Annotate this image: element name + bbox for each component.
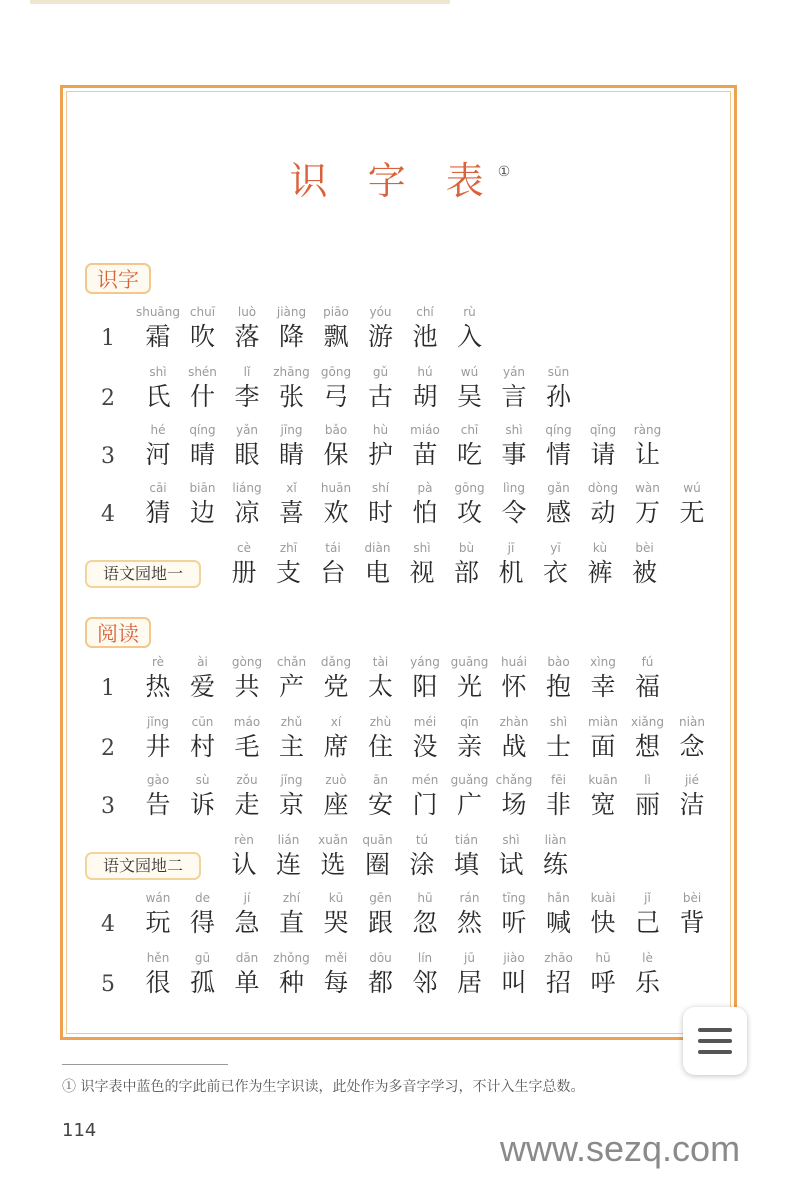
character-cell [618,422,678,472]
hanzi: 无 [679,498,705,527]
hanzi: 听 [501,908,527,937]
section-label: 识字 [85,263,151,294]
pinyin: ràng [633,423,662,437]
row-number: 2 [101,386,115,411]
pinyin: dòng [587,481,619,495]
hanzi: 主 [278,732,304,761]
pinyin: rè [151,655,165,669]
hanzi: 部 [453,558,479,587]
hanzi: 选 [320,850,346,879]
pinyin: shì [505,423,523,437]
pinyin: shì [413,541,431,555]
pinyin: bù [458,541,475,555]
row-number: 4 [101,502,115,527]
hanzi: 每 [323,968,349,997]
hanzi: 胡 [412,382,438,411]
hanzi: 吃 [456,440,482,469]
pinyin: yán [502,365,526,379]
pinyin: lián [277,833,300,847]
hanzi: 忽 [412,908,438,937]
hanzi: 情 [545,440,571,469]
top-strip [30,0,450,4]
hanzi: 视 [409,558,435,587]
pinyin: kū [328,891,344,905]
pinyin: bào [547,655,570,669]
pinyin: hù [372,423,389,437]
hanzi: 时 [367,498,393,527]
character-cell [662,480,722,530]
hanzi: 孙 [545,382,571,411]
pinyin: qíng [545,423,572,437]
hanzi: 边 [189,498,215,527]
pinyin: liàn [544,833,567,847]
hanzi: 招 [545,968,571,997]
pinyin: huān [320,481,352,495]
pinyin: shì [502,833,520,847]
pinyin: yóu [369,305,392,319]
pinyin: xǐ [286,481,297,495]
pinyin: gǎn [547,481,570,495]
character-cell [618,950,678,1000]
character-cell [440,304,500,354]
pinyin: chí [416,305,434,319]
hanzi: 张 [278,382,304,411]
hanzi: 裤 [587,558,613,587]
hanzi: 吹 [189,322,215,351]
hanzi: 涂 [409,850,435,879]
hanzi: 急 [234,908,260,937]
pinyin: dān [235,951,259,965]
hanzi: 想 [634,732,660,761]
hanzi: 广 [456,790,482,819]
hanzi: 降 [278,322,304,351]
hanzi: 共 [234,672,260,701]
footnote-divider [62,1064,228,1065]
hanzi: 面 [590,732,616,761]
hanzi: 台 [320,558,346,587]
hanzi: 邻 [412,968,438,997]
pinyin: měi [324,951,348,965]
pinyin: qíng [189,423,216,437]
pinyin: jī [507,541,515,555]
hanzi: 丽 [634,790,660,819]
row-number: 1 [101,326,115,351]
pinyin: miáo [410,423,440,437]
hanzi: 令 [501,498,527,527]
pinyin: niàn [679,715,705,729]
pinyin: lì [644,773,651,787]
hanzi: 京 [278,790,304,819]
hanzi: 场 [501,790,527,819]
hanzi: 连 [275,850,301,879]
pinyin: rèn [234,833,254,847]
pinyin: zhù [369,715,392,729]
pinyin: méi [413,715,437,729]
hanzi: 动 [590,498,616,527]
hanzi: 落 [234,322,260,351]
pinyin: gēn [369,891,392,905]
pinyin: tài [372,655,389,669]
pinyin: zhī [279,541,298,555]
pinyin: quān [362,833,393,847]
hanzi: 种 [278,968,304,997]
pinyin: jīng [280,773,303,787]
hanzi: 党 [323,672,349,701]
hanzi: 非 [545,790,571,819]
hanzi: 诉 [189,790,215,819]
character-cell [662,772,722,822]
pinyin: luò [237,305,257,319]
row-number: 4 [101,912,115,937]
page-number: 114 [62,1120,97,1141]
pinyin: wú [460,365,479,379]
pinyin: de [195,891,210,905]
pinyin: mén [411,773,439,787]
pinyin: dōu [369,951,392,965]
character-cell [529,364,589,414]
hanzi: 护 [367,440,393,469]
pinyin: wán [145,891,171,905]
hanzi: 席 [323,732,349,761]
pinyin: jí [243,891,251,905]
hanzi: 游 [367,322,393,351]
pinyin: chuī [189,305,216,319]
hanzi: 万 [634,498,660,527]
pinyin: gòng [231,655,263,669]
pinyin: jǐng [147,715,169,729]
pinyin: kuān [588,773,618,787]
hanzi: 喊 [545,908,571,937]
hanzi: 跟 [367,908,393,937]
hanzi: 飘 [323,322,349,351]
hanzi: 池 [412,322,438,351]
hanzi: 孤 [189,968,215,997]
row-number: 5 [101,972,115,997]
pinyin: tái [325,541,341,555]
character-cell [615,540,675,590]
hanzi: 快 [590,908,616,937]
pinyin: ān [373,773,388,787]
hanzi: 河 [145,440,171,469]
pinyin: gào [146,773,170,787]
pinyin: shì [549,715,568,729]
hanzi: 哭 [323,908,349,937]
hanzi: 请 [590,440,616,469]
pinyin: gōng [320,365,352,379]
pinyin: zhí [282,891,301,905]
pinyin: wú [683,481,701,495]
pinyin: zuò [325,773,347,787]
pinyin: jīng [280,423,303,437]
hanzi: 井 [145,732,171,761]
pinyin: hǎn [547,891,570,905]
pinyin: piāo [323,305,349,319]
hanzi: 没 [412,732,438,761]
pinyin: kù [592,541,608,555]
pinyin: shí [371,481,390,495]
hanzi: 亲 [456,732,482,761]
pinyin: xìng [590,655,616,669]
hanzi: 村 [189,732,215,761]
hanzi: 李 [234,382,260,411]
pinyin: zhàn [499,715,529,729]
hanzi: 填 [453,850,479,879]
pinyin: jū [464,951,475,965]
pinyin: liáng [232,481,262,495]
hanzi: 试 [498,850,524,879]
hanzi: 呼 [590,968,616,997]
pinyin: zhāng [273,365,310,379]
hanzi: 凉 [234,498,260,527]
hanzi: 产 [278,672,304,701]
hanzi: 爱 [189,672,215,701]
pinyin: lín [417,951,433,965]
pinyin: huái [501,655,527,669]
hanzi: 居 [456,968,482,997]
garden-label: 语文园地一 [85,560,201,588]
hanzi: 宽 [590,790,616,819]
hanzi: 言 [501,382,527,411]
pinyin: diàn [364,541,391,555]
hanzi: 让 [634,440,660,469]
pinyin: xiǎng [630,715,664,729]
hanzi: 抱 [545,672,571,701]
character-cell [662,890,722,940]
pinyin: shì [149,365,167,379]
hanzi: 猜 [145,498,171,527]
hanzi: 座 [323,790,349,819]
pinyin: tián [455,833,478,847]
pinyin: zǒu [236,773,258,787]
hanzi: 背 [679,908,705,937]
page-title [0,150,800,205]
hanzi: 霜 [145,322,171,351]
pinyin: dǎng [320,655,352,669]
hanzi: 单 [234,968,260,997]
pinyin: hé [150,423,166,437]
menu-icon-bar [698,1039,732,1043]
pinyin: wàn [635,481,660,495]
hanzi: 怀 [501,672,527,701]
hanzi: 欢 [323,498,349,527]
hanzi: 太 [367,672,393,701]
hanzi: 洁 [679,790,705,819]
hanzi: 吴 [456,382,482,411]
hanzi: 怕 [412,498,438,527]
pinyin: cūn [191,715,214,729]
hanzi: 机 [498,558,524,587]
pinyin: chī [460,423,479,437]
pinyin: yáng [410,655,440,669]
hanzi: 认 [231,850,257,879]
hanzi: 光 [456,672,482,701]
pinyin: hū [595,951,611,965]
hanzi: 册 [231,558,257,587]
pinyin: cè [237,541,251,555]
hanzi: 喜 [278,498,304,527]
pinyin: yǎn [235,423,259,437]
hanzi: 战 [501,732,527,761]
hanzi: 走 [234,790,260,819]
character-cell [618,654,678,704]
garden-label: 语文园地二 [85,852,201,880]
pinyin: hěn [146,951,170,965]
pinyin: lìng [503,481,525,495]
pinyin: gū [194,951,211,965]
pinyin: guǎng [450,773,489,787]
pinyin: jié [684,773,700,787]
pinyin: gǔ [372,365,389,379]
pinyin: tú [415,833,429,847]
pinyin: sūn [547,365,570,379]
pinyin: hú [417,365,433,379]
section-label: 阅读 [85,617,151,648]
row-number: 3 [101,444,115,469]
hanzi: 睛 [278,440,304,469]
pinyin: bǎo [324,423,348,437]
pinyin: hū [417,891,433,905]
pinyin: gōng [454,481,485,495]
pinyin: xuǎn [318,833,348,847]
pinyin: chǎn [276,655,307,669]
hanzi: 氏 [145,382,171,411]
hanzi: 支 [275,558,301,587]
hanzi: 告 [145,790,171,819]
hanzi: 弓 [323,382,349,411]
pinyin: biān [189,481,216,495]
pinyin: zhāo [544,951,573,965]
pinyin: rán [459,891,480,905]
pinyin: jiàng [276,305,307,319]
hanzi: 什 [189,382,215,411]
pinyin: xí [330,715,342,729]
pinyin: sù [195,773,210,787]
hanzi: 毛 [234,732,260,761]
row-number: 2 [101,736,115,761]
hanzi: 事 [501,440,527,469]
hanzi: 练 [542,850,568,879]
row-number: 3 [101,794,115,819]
pinyin: zhǔ [280,715,303,729]
footnote: ① 识字表中蓝色的字此前已作为生字识读，此处作为多音字学习，不计入生字总数。 [62,1079,585,1095]
pinyin: guāng [450,655,489,669]
hanzi: 安 [367,790,393,819]
hanzi: 眼 [234,440,260,469]
hanzi: 攻 [456,498,482,527]
hanzi: 直 [278,908,304,937]
title-text: 识 字 表 [289,159,498,203]
pinyin: jǐ [644,891,651,905]
row-number: 1 [101,676,115,701]
menu-icon-bar [698,1028,732,1032]
hanzi: 苗 [412,440,438,469]
hanzi: 门 [412,790,438,819]
pinyin: miàn [588,715,618,729]
menu-icon-bar [698,1050,732,1054]
pinyin: lè [642,951,653,965]
pinyin: tīng [502,891,526,905]
pinyin: rù [463,305,476,319]
hanzi: 幸 [590,672,616,701]
hanzi: 入 [456,322,482,351]
hanzi: 玩 [145,908,171,937]
pinyin: shén [188,365,217,379]
hanzi: 念 [679,732,705,761]
hanzi: 被 [631,558,657,587]
character-cell [526,832,586,882]
pinyin: pà [417,481,433,495]
hanzi: 电 [364,558,390,587]
pinyin: lǐ [243,365,251,379]
pinyin: zhǒng [273,951,310,965]
pinyin: bèi [682,891,702,905]
pinyin: cāi [149,481,167,495]
pinyin: shuāng [135,305,181,319]
hanzi: 很 [145,968,171,997]
character-cell [662,714,722,764]
title-footnote-marker: ① [497,164,511,180]
hanzi: 感 [545,498,571,527]
pinyin: qīn [460,715,479,729]
hanzi: 乐 [634,968,660,997]
watermark: www.sezq.com [500,1128,741,1169]
hanzi: 热 [145,672,171,701]
hanzi: 福 [634,672,660,701]
hanzi: 叫 [501,968,527,997]
pinyin: ài [197,655,208,669]
pinyin: qǐng [589,423,617,437]
menu-button[interactable] [683,1007,747,1075]
hanzi: 士 [545,732,571,761]
hanzi: 衣 [542,558,568,587]
hanzi: 圈 [364,850,390,879]
hanzi: 然 [456,908,482,937]
pinyin: fēi [551,773,566,787]
pinyin: fú [641,655,654,669]
pinyin: máo [233,715,261,729]
hanzi: 阳 [412,672,438,701]
pinyin: chǎng [495,773,533,787]
hanzi: 都 [367,968,393,997]
hanzi: 保 [323,440,349,469]
hanzi: 古 [367,382,393,411]
hanzi: 己 [634,908,660,937]
hanzi: 得 [189,908,215,937]
hanzi: 住 [367,732,393,761]
pinyin: kuài [590,891,616,905]
pinyin: bèi [635,541,654,555]
pinyin: yī [550,541,561,555]
hanzi: 晴 [189,440,215,469]
pinyin: jiào [503,951,525,965]
